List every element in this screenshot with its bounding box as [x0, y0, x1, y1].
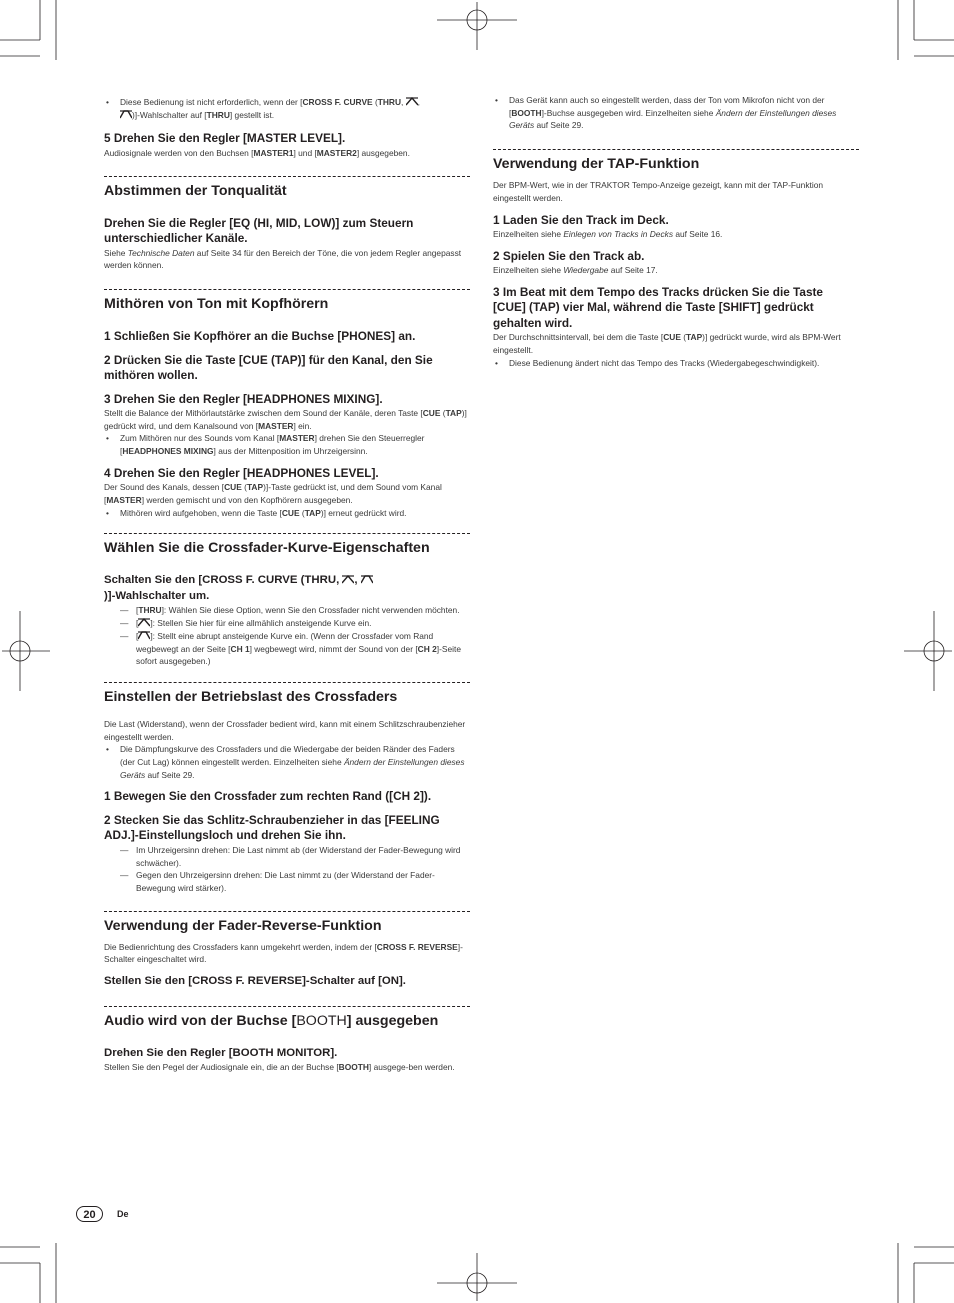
booth-step: Drehen Sie den Regler [BOOTH MONITOR]. [104, 1046, 338, 1059]
phones-step3: 3 Drehen Sie den Regler [HEADPHONES MIXING]. [104, 391, 383, 406]
section-title-tone: Abstimmen der Tonqualität [104, 182, 287, 199]
phones-step3-bullet: • Zum Mithören nur des Sounds vom Kanal [MASTER] drehen Sie den Steuerregler [HEADPHONES MIXING] aus der Mittenposition im Uhrzeigersinn. [104, 432, 470, 457]
reverse-body: Die Bedienrichtung des Crossfaders kann umgekehrt werden, indem der [CROSS F. REVERSE]-Schalter eingeschaltet wird. [104, 941, 463, 965]
right-intro-bullet: • Das Gerät kann auch so eingestellt werden, dass der Ton vom Mikrofon nicht von der [BOOTH]-Buchse ausgegeben wird. Einzelheiten siehe Ändern der Einstellungen dieses Geräts auf Seite 29. [493, 94, 859, 132]
page-number: 20 [76, 1206, 103, 1222]
curve-dash3: — [ ]: Stellt eine abrupt ansteigende Kurve ein. (Wenn der Crossfader vom Rand wegbewegt an der Seite [CH 1] wegbewegt wird, nimmt der Sound von der [CH 2]-Seite sofort ausgegeben.) [104, 630, 470, 668]
phones-step4-body: Der Sound des Kanals, dessen [CUE (TAP)]-Taste gedrückt ist, und dem Sound vom Kanal [MASTER] werden gemischt und von den Kopfhörern ausgegeben. [104, 482, 442, 506]
step5-body: Audiosignale werden von den Buchsen [MASTER1] und [MASTER2] ausgegeben. [104, 147, 410, 158]
tap-step2-body: Einzelheiten siehe Wiedergabe auf Seite 17. [493, 265, 658, 276]
curve-gradual-icon [342, 575, 354, 584]
load-step1: 1 Bewegen Sie den Crossfader zum rechten Rand ([CH 2]). [104, 789, 432, 804]
curve-gradual-icon [138, 618, 150, 627]
section-title-load: Einstellen der Betriebslast des Crossfaders [104, 688, 398, 705]
phones-step4: 4 Drehen Sie den Regler [HEADPHONES LEVEL]. [104, 465, 379, 480]
separator [104, 682, 470, 683]
phones-step4-bullet: • Mithören wird aufgehoben, wenn die Taste [CUE (TAP)] erneut gedrückt wird. [104, 507, 470, 520]
separator [104, 911, 470, 912]
tap-step1-body: Einzelheiten siehe Einlegen von Tracks in Decks auf Seite 16. [493, 229, 723, 240]
phones-step3-body: Stellt die Balance der Mithörlautstärke zwischen dem Sound der Kanäle, deren Taste [CUE (TAP)] gedrückt wird, und dem Kanalsound von [MASTER] ein. [104, 408, 467, 431]
section-title-curve: Wählen Sie die Crossfader-Kurve-Eigenschaften [104, 540, 430, 557]
tone-body: Siehe Technische Daten auf Seite 34 für den Bereich der Töne, die von jedem Regler angepasst werden können. [104, 247, 462, 271]
registration-mark-icon [437, 1253, 517, 1301]
phones-step2: 2 Drücken Sie die Taste [CUE (TAP)] für den Kanal, den Sie mithören wollen. [104, 352, 433, 383]
section-title-phones: Mithören von Ton mit Kopfhörern [104, 296, 329, 313]
registration-mark-icon [904, 611, 952, 691]
phones-step1: 1 Schließen Sie Kopfhörer an die Buchse [PHONES] an. [104, 329, 416, 344]
tap-step3-bullet: • Diese Bedienung ändert nicht das Tempo des Tracks (Wiedergabegeschwindigkeit). [493, 357, 859, 370]
tap-step3-body: Der Durchschnittsintervall, bei dem die Taste [CUE (TAP)] gedrückt wurde, wird als BPM-Wert eingestellt. [493, 332, 841, 356]
curve-sharp-icon [361, 575, 373, 584]
tap-body: Der BPM-Wert, wie in der TRAKTOR Tempo-Anzeige gezeigt, kann mit der TAP-Funktion eingestellt werden. [493, 180, 824, 203]
separator [104, 1006, 470, 1007]
curve-gradual-icon [406, 97, 418, 106]
load-dash1: — Im Uhrzeigersinn drehen: Die Last nimmt ab (der Widerstand der Fader-Bewegung wird schwächer). [104, 844, 470, 869]
left-column [104, 92, 470, 1074]
curve-dash2: — [ ]: Stellen Sie hier für eine allmählich ansteigende Kurve ein. [104, 617, 470, 630]
load-body: Die Last (Widerstand), wenn der Crossfader bedient wird, kann mit einem Schlitzschraubenzieher eingestellt werden. [104, 718, 466, 742]
load-step2: 2 Stecken Sie das Schlitz-Schraubenzieher in das [FEELING ADJ.]-Einstellungsloch und drehen Sie ihn. [104, 812, 440, 843]
section-title-tap: Verwendung der TAP-Funktion [493, 156, 700, 173]
section-title-reverse: Verwendung der Fader-Reverse-Funktion [104, 917, 382, 934]
separator [104, 176, 470, 177]
load-bullet: • Die Dämpfungskurve des Crossfaders und die Wiedergabe der beiden Ränder des Faders (der Cut Lag) können eingestellt werden. Einzelheiten siehe Ändern der Einstellungen dieses Geräts auf Seite 29. [104, 743, 470, 781]
separator [104, 533, 470, 534]
intro-bullet: • Diese Bedienung ist nicht erforderlich, wenn der [CROSS F. CURVE (THRU, , )]-Wahlschalter auf [THRU] gestellt ist. [104, 96, 470, 121]
separator [493, 149, 859, 150]
curve-step: Schalten Sie den [CROSS F. CURVE (THRU, , )]-Wahlschalter um. [104, 573, 470, 604]
registration-mark-icon [437, 2, 517, 50]
section-title-booth: Audio wird von der Buchse [BOOTH] ausgegeben [104, 1012, 439, 1029]
language-label: De [117, 1209, 129, 1219]
load-dash2: — Gegen den Uhrzeigersinn drehen: Die Last nimmt zu (der Widerstand der Fader-Bewegung wird stärker). [104, 869, 470, 894]
tap-step1: 1 Laden Sie den Track im Deck. [493, 212, 669, 227]
tone-step: Drehen Sie die Regler [EQ (HI, MID, LOW)] zum Steuern unterschiedlicher Kanäle. [104, 215, 414, 246]
separator [104, 289, 470, 290]
curve-dash1: — [THRU]: Wählen Sie diese Option, wenn Sie den Crossfader nicht verwenden möchten. [104, 604, 470, 617]
tap-step3: 3 Im Beat mit dem Tempo des Tracks drücken Sie die Taste [CUE] (TAP) vier Mal, während die Taste [SHIFT] gedrückt gehalten wird. [493, 284, 823, 330]
step5-title: 5 Drehen Sie den Regler [MASTER LEVEL]. [104, 131, 346, 146]
registration-mark-icon [2, 611, 50, 691]
tap-step2: 2 Spielen Sie den Track ab. [493, 248, 645, 263]
booth-body: Stellen Sie den Pegel der Audiosignale ein, die an der Buchse [BOOTH] ausgege-ben werden. [104, 1062, 455, 1073]
right-column [493, 92, 859, 370]
curve-sharp-icon [138, 631, 150, 640]
reverse-step: Stellen Sie den [CROSS F. REVERSE]-Schalter auf [ON]. [104, 975, 406, 988]
curve-sharp-icon [120, 110, 132, 119]
